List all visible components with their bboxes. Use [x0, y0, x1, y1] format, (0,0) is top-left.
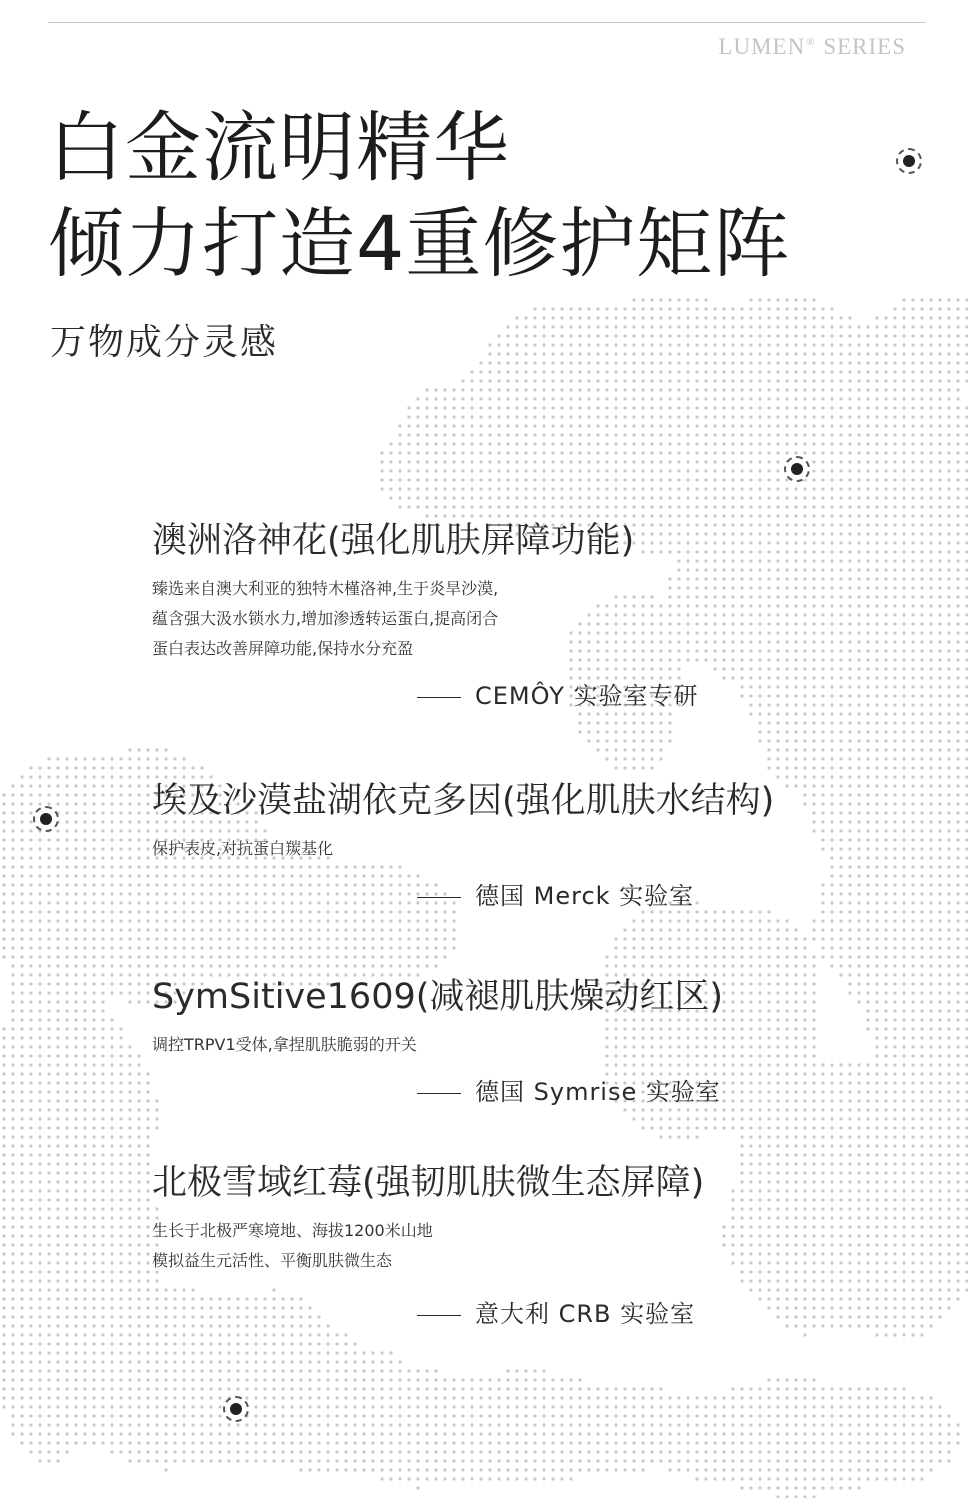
ingredient-block [152, 974, 952, 1106]
ingredient-name: 北极雪域红莓(强韧肌肤微生态屏障) [152, 1163, 705, 1203]
ingredient-name: 埃及沙漠盐湖依克多因(强化肌肤水结构) [152, 781, 775, 821]
description-line: 臻选来自澳大利亚的独特木槿洛神,生于炎旱沙漠, [152, 579, 499, 598]
ingredient-description [152, 1030, 952, 1060]
brand-logo: LUMEN® SERIES [718, 34, 906, 59]
location-marker-icon [223, 1396, 249, 1422]
ingredient-source: CEMÔY 实验室专研 [417, 680, 699, 712]
ingredient-block [152, 778, 952, 910]
ingredient-name: 澳洲洛神花(强化肌肤屏障功能) [152, 521, 635, 561]
ingredient-description [152, 834, 952, 864]
ingredient-description [152, 574, 952, 664]
source-dash [417, 697, 461, 698]
location-marker-icon [896, 148, 922, 174]
source-dash [417, 1093, 461, 1094]
ingredient-description [152, 1216, 952, 1276]
location-marker-icon [33, 806, 59, 832]
description-line: 调控TRPV1受体,拿捏肌肤脆弱的开关 [152, 1035, 417, 1054]
description-line: 保护表皮,对抗蛋白羰基化 [152, 839, 334, 858]
ingredient-source: 意大利 CRB 实验室 [417, 1298, 695, 1330]
description-line: 模拟益生元活性、平衡肌肤微生态 [152, 1251, 393, 1270]
top-divider [48, 22, 926, 23]
location-marker-icon [784, 456, 810, 482]
page-title-line-1: 白金流明精华 [48, 103, 510, 192]
ingredient-source: 德国 Merck 实验室 [417, 880, 694, 912]
ingredient-source: 德国 Symrise 实验室 [417, 1076, 721, 1108]
source-dash [417, 1315, 461, 1316]
source-dash [417, 897, 461, 898]
description-line: 蕴含强大汲水锁水力,增加渗透转运蛋白,提高闭合 [152, 609, 499, 628]
page-subtitle: 万物成分灵感 [50, 322, 279, 363]
description-line: 生长于北极严寒境地、海拔1200米山地 [152, 1221, 433, 1240]
page-title-line-2: 倾力打造4重修护矩阵 [48, 199, 791, 288]
ingredient-name: SymSitive1609(减褪肌肤燥动红区) [152, 977, 724, 1017]
ingredient-block [152, 518, 952, 710]
description-line: 蛋白表达改善屏障功能,保持水分充盈 [152, 639, 414, 658]
ingredient-block [152, 1160, 952, 1328]
